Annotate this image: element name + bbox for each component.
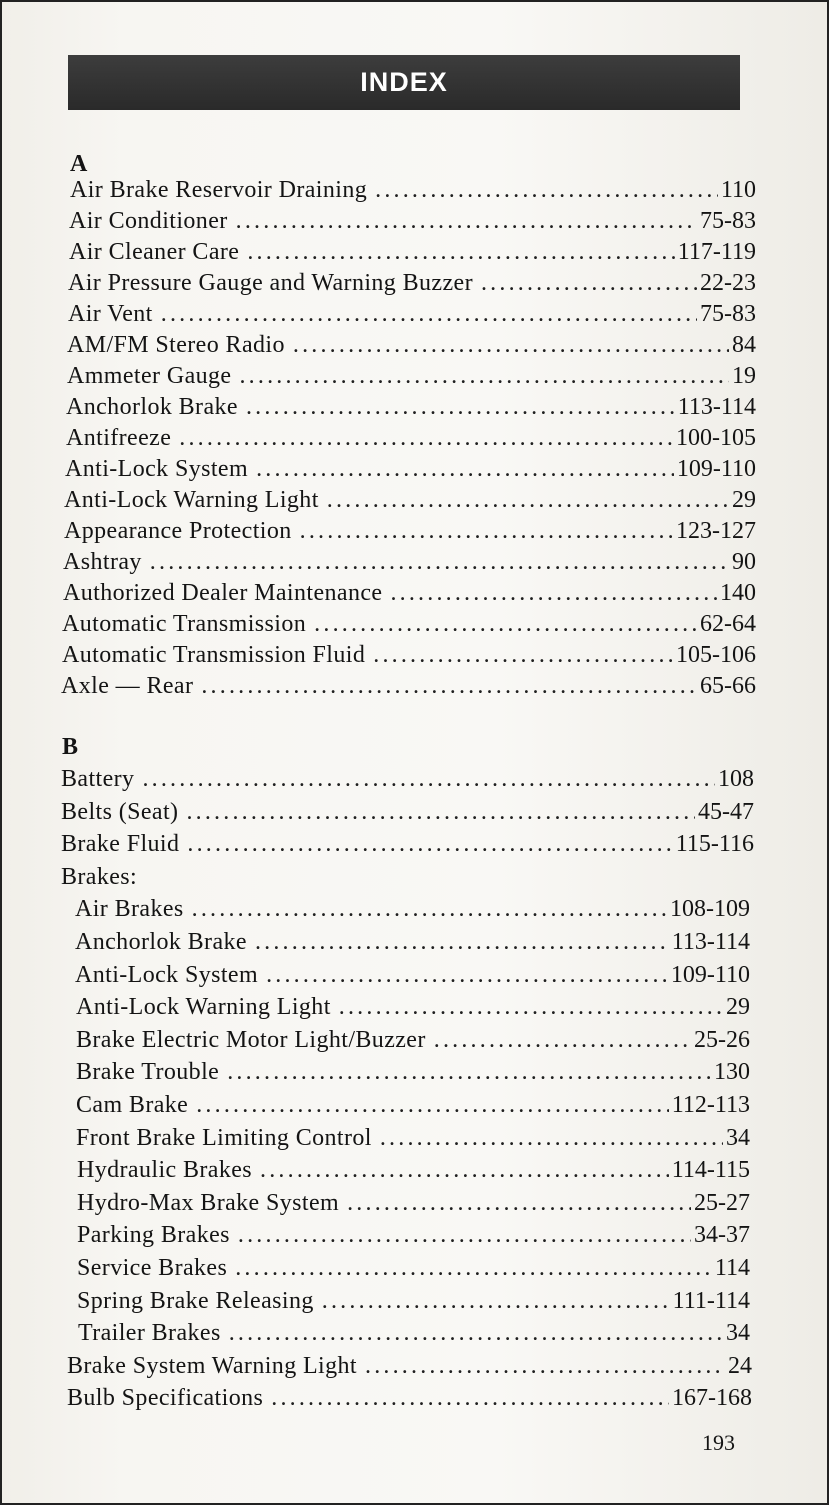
dot-leader (192, 894, 667, 924)
index-header-bar (68, 55, 740, 110)
index-entry-term: Anchorlok Brake (66, 394, 238, 420)
index-entry-term: Hydraulic Brakes (77, 1157, 253, 1184)
index-entry-page-ref: 62-64 (700, 611, 756, 637)
index-entry-term: Air Cleaner Care (69, 239, 240, 265)
index-entry-term: Front Brake Limiting Control (76, 1124, 372, 1151)
index-entry-term: Appearance Protection (64, 518, 292, 544)
index-entry-page-ref: 29 (726, 994, 750, 1021)
dot-leader (196, 1090, 669, 1120)
index-entry-page-ref: 75-83 (700, 208, 756, 234)
index-entry (77, 1188, 750, 1218)
index-entry-page-ref: 100-105 (676, 425, 756, 451)
dot-leader (142, 764, 715, 794)
index-entry-page-ref: 108-109 (670, 896, 750, 923)
dot-leader (229, 1318, 723, 1348)
index-entry (61, 797, 754, 827)
index-entry (63, 578, 756, 608)
index-entry (65, 454, 756, 484)
index-entry (76, 1123, 750, 1153)
index-entry (77, 1253, 750, 1283)
index-entry (78, 1318, 750, 1348)
dot-leader (255, 927, 669, 957)
index-entry (67, 1351, 752, 1381)
index-entry-term: Automatic Transmission Fluid (62, 642, 366, 668)
index-entry-term: Brake Trouble (76, 1059, 220, 1086)
index-entry-term: Air Vent (68, 301, 153, 327)
dot-leader (187, 829, 672, 859)
dot-leader (247, 237, 674, 267)
index-entry-term: Antifreeze (66, 425, 172, 451)
index-entry (75, 960, 750, 990)
index-entry (64, 516, 756, 546)
index-entry-term: Air Brakes (75, 896, 184, 923)
dot-leader (322, 1286, 670, 1316)
index-entry (66, 392, 756, 422)
index-entry-term: Spring Brake Releasing (77, 1287, 314, 1314)
index-entry-page-ref: 22-23 (700, 270, 756, 296)
index-entry-page-ref: 84 (732, 332, 756, 358)
dot-leader (339, 992, 723, 1022)
index-entry-term: Anchorlok Brake (75, 929, 247, 955)
index-entry-page-ref: 25-27 (694, 1189, 750, 1216)
index-entry-page-ref: 65-66 (700, 673, 756, 699)
dot-leader (150, 547, 729, 577)
dot-leader (227, 1057, 711, 1087)
index-entry-term: Cam Brake (76, 1092, 189, 1118)
index-entry (64, 485, 756, 515)
index-entry (69, 206, 756, 236)
index-entry-term: Automatic Transmission (62, 611, 307, 637)
index-entry (62, 609, 756, 639)
index-entry (61, 764, 754, 794)
dot-leader (235, 1253, 712, 1283)
index-entry-term: Ammeter Gauge (67, 363, 232, 389)
index-entry-page-ref: 25-26 (694, 1026, 750, 1053)
index-entry-term: Anti-Lock System (75, 961, 259, 988)
index-entry (70, 175, 756, 205)
index-entry-term: Anti-Lock Warning Light (64, 487, 319, 513)
dot-leader (375, 175, 718, 205)
index-entry-page-ref: 130 (714, 1059, 750, 1086)
dot-leader (373, 640, 673, 670)
index-entry-term: Brake Fluid (61, 831, 180, 858)
index-entry-term: Service Brakes (77, 1255, 228, 1281)
index-entry-term: Authorized Dealer Maintenance (63, 580, 383, 606)
dot-leader (481, 268, 697, 298)
index-entry-term: Anti-Lock System (65, 456, 249, 482)
index-entry (77, 1220, 750, 1250)
index-entry (77, 1286, 750, 1316)
index-entry-page-ref: 75-83 (700, 301, 756, 327)
index-entry-page-ref: 24 (728, 1352, 752, 1379)
section-letter-a: A (70, 151, 88, 177)
index-entry (67, 330, 756, 360)
index-entry-term: Brake System Warning Light (67, 1352, 357, 1379)
index-entry-page-ref: 140 (720, 580, 756, 606)
dot-leader (201, 671, 697, 701)
dot-leader (380, 1123, 723, 1153)
index-entry-page-ref: 109-110 (676, 456, 756, 482)
index-entry-page-ref: 110 (720, 177, 756, 203)
dot-leader (300, 516, 673, 546)
index-entry-page-ref: 45-47 (698, 798, 754, 825)
index-entry-page-ref: 29 (732, 487, 756, 513)
dot-leader (186, 797, 695, 827)
index-title: INDEX (360, 67, 448, 97)
index-entry-term: Air Brake Reservoir Draining (70, 177, 368, 203)
index-entry-page-ref: 34-37 (694, 1222, 750, 1249)
index-entry (75, 894, 750, 924)
index-entry-page-ref: 34 (726, 1320, 750, 1347)
index-entry (61, 671, 756, 701)
index-entry-page-ref: 123-127 (676, 518, 756, 544)
dot-leader (260, 1155, 669, 1185)
brakes-heading: Brakes: (61, 863, 138, 890)
index-entry-page-ref: 34 (726, 1124, 750, 1151)
page-number: 193 (702, 1430, 735, 1455)
index-entry (66, 423, 756, 453)
index-entry (76, 1090, 750, 1120)
index-entry-page-ref: 117-119 (677, 239, 756, 265)
index-entry (63, 547, 756, 577)
index-entry (69, 237, 756, 267)
index-entry-term: Bulb Specifications (67, 1385, 264, 1412)
index-entry-term: Belts (Seat) (61, 798, 179, 825)
index-entry-term: Hydro-Max Brake System (77, 1189, 340, 1216)
index-entry-page-ref: 90 (732, 549, 756, 575)
dot-leader (266, 960, 668, 990)
index-entry (77, 1155, 750, 1185)
dot-leader (236, 206, 697, 236)
dot-leader (390, 578, 717, 608)
dot-leader (246, 392, 675, 422)
index-entry-term: Battery (61, 766, 135, 792)
index-entry-term: Ashtray (63, 549, 142, 575)
index-entry-page-ref: 113-114 (677, 394, 756, 420)
index-entry-term: Axle — Rear (61, 673, 194, 699)
dot-leader (271, 1383, 669, 1413)
index-entry-page-ref: 113-114 (671, 929, 750, 955)
index-entry-term: Air Pressure Gauge and Warning Buzzer (68, 270, 473, 296)
index-entry (75, 927, 750, 957)
dot-leader (327, 485, 729, 515)
dot-leader (293, 330, 729, 360)
index-entry-term: Anti-Lock Warning Light (76, 994, 331, 1021)
index-entry-page-ref: 111-114 (672, 1287, 750, 1314)
dot-leader (314, 609, 697, 639)
section-letter-b: B (62, 734, 79, 760)
index-entry-term: Trailer Brakes (78, 1320, 221, 1347)
index-entry (68, 299, 756, 329)
dot-leader (239, 361, 729, 391)
index-entry-page-ref: 19 (732, 363, 756, 389)
index-entry-term: Brake Electric Motor Light/Buzzer (76, 1026, 426, 1053)
dot-leader (161, 299, 697, 329)
index-entry-page-ref: 109-110 (670, 961, 750, 988)
dot-leader (347, 1188, 691, 1218)
dot-leader (179, 423, 673, 453)
dot-leader (238, 1220, 691, 1250)
index-entry-page-ref: 167-168 (672, 1385, 752, 1412)
index-entry-page-ref: 114-115 (671, 1157, 750, 1184)
index-entry-page-ref: 115-116 (675, 831, 754, 858)
index-entry (61, 829, 754, 859)
index-entry-term: Air Conditioner (69, 208, 228, 234)
index-entry (68, 268, 756, 298)
index-entry (76, 1057, 750, 1087)
index-entry-term: AM/FM Stereo Radio (67, 332, 285, 358)
index-entry-page-ref: 112-113 (671, 1092, 750, 1118)
index-entry-term: Parking Brakes (77, 1222, 230, 1249)
index-entry-page-ref: 105-106 (676, 642, 756, 668)
index-entry (76, 992, 750, 1022)
dot-leader (434, 1025, 691, 1055)
index-entry-page-ref: 114 (714, 1255, 750, 1281)
index-entry (67, 361, 756, 391)
index-entry (76, 1025, 750, 1055)
dot-leader (256, 454, 674, 484)
index-entry (62, 640, 756, 670)
dot-leader (365, 1351, 725, 1381)
index-entry (67, 1383, 752, 1413)
index-entry-page-ref: 108 (718, 766, 754, 792)
